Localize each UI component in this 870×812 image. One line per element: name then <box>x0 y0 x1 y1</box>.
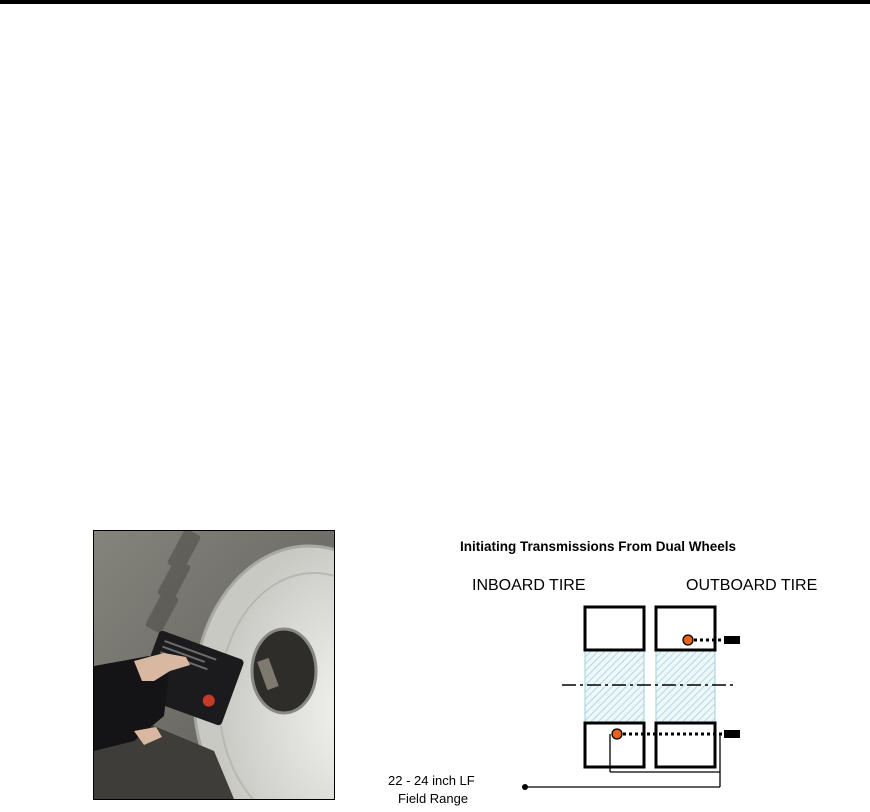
range-label-line1: 22 - 24 inch LF <box>388 773 475 788</box>
inboard-wheel-hatch <box>585 650 644 723</box>
outboard-tire-label: OUTBOARD TIRE <box>686 577 818 594</box>
inboard-sensor-icon <box>612 729 622 739</box>
dual-wheel-diagram <box>370 525 870 812</box>
outboard-valve-stem <box>724 636 740 644</box>
diagram-canvas <box>370 525 870 812</box>
diagram-title: Initiating Transmissions From Dual Wheels <box>460 539 737 554</box>
outboard-tire-bottom <box>656 723 715 767</box>
top-rule <box>0 0 870 4</box>
inboard-tire-top <box>585 607 644 650</box>
inboard-tire-label: INBOARD TIRE <box>472 577 586 594</box>
outboard-sensor-icon <box>683 635 693 645</box>
range-label-line2: Field Range <box>398 791 469 806</box>
tire-tool-photo <box>93 530 335 800</box>
photo-illustration <box>94 531 334 799</box>
outboard-wheel-hatch <box>656 650 715 723</box>
inboard-valve-stem <box>724 730 740 738</box>
